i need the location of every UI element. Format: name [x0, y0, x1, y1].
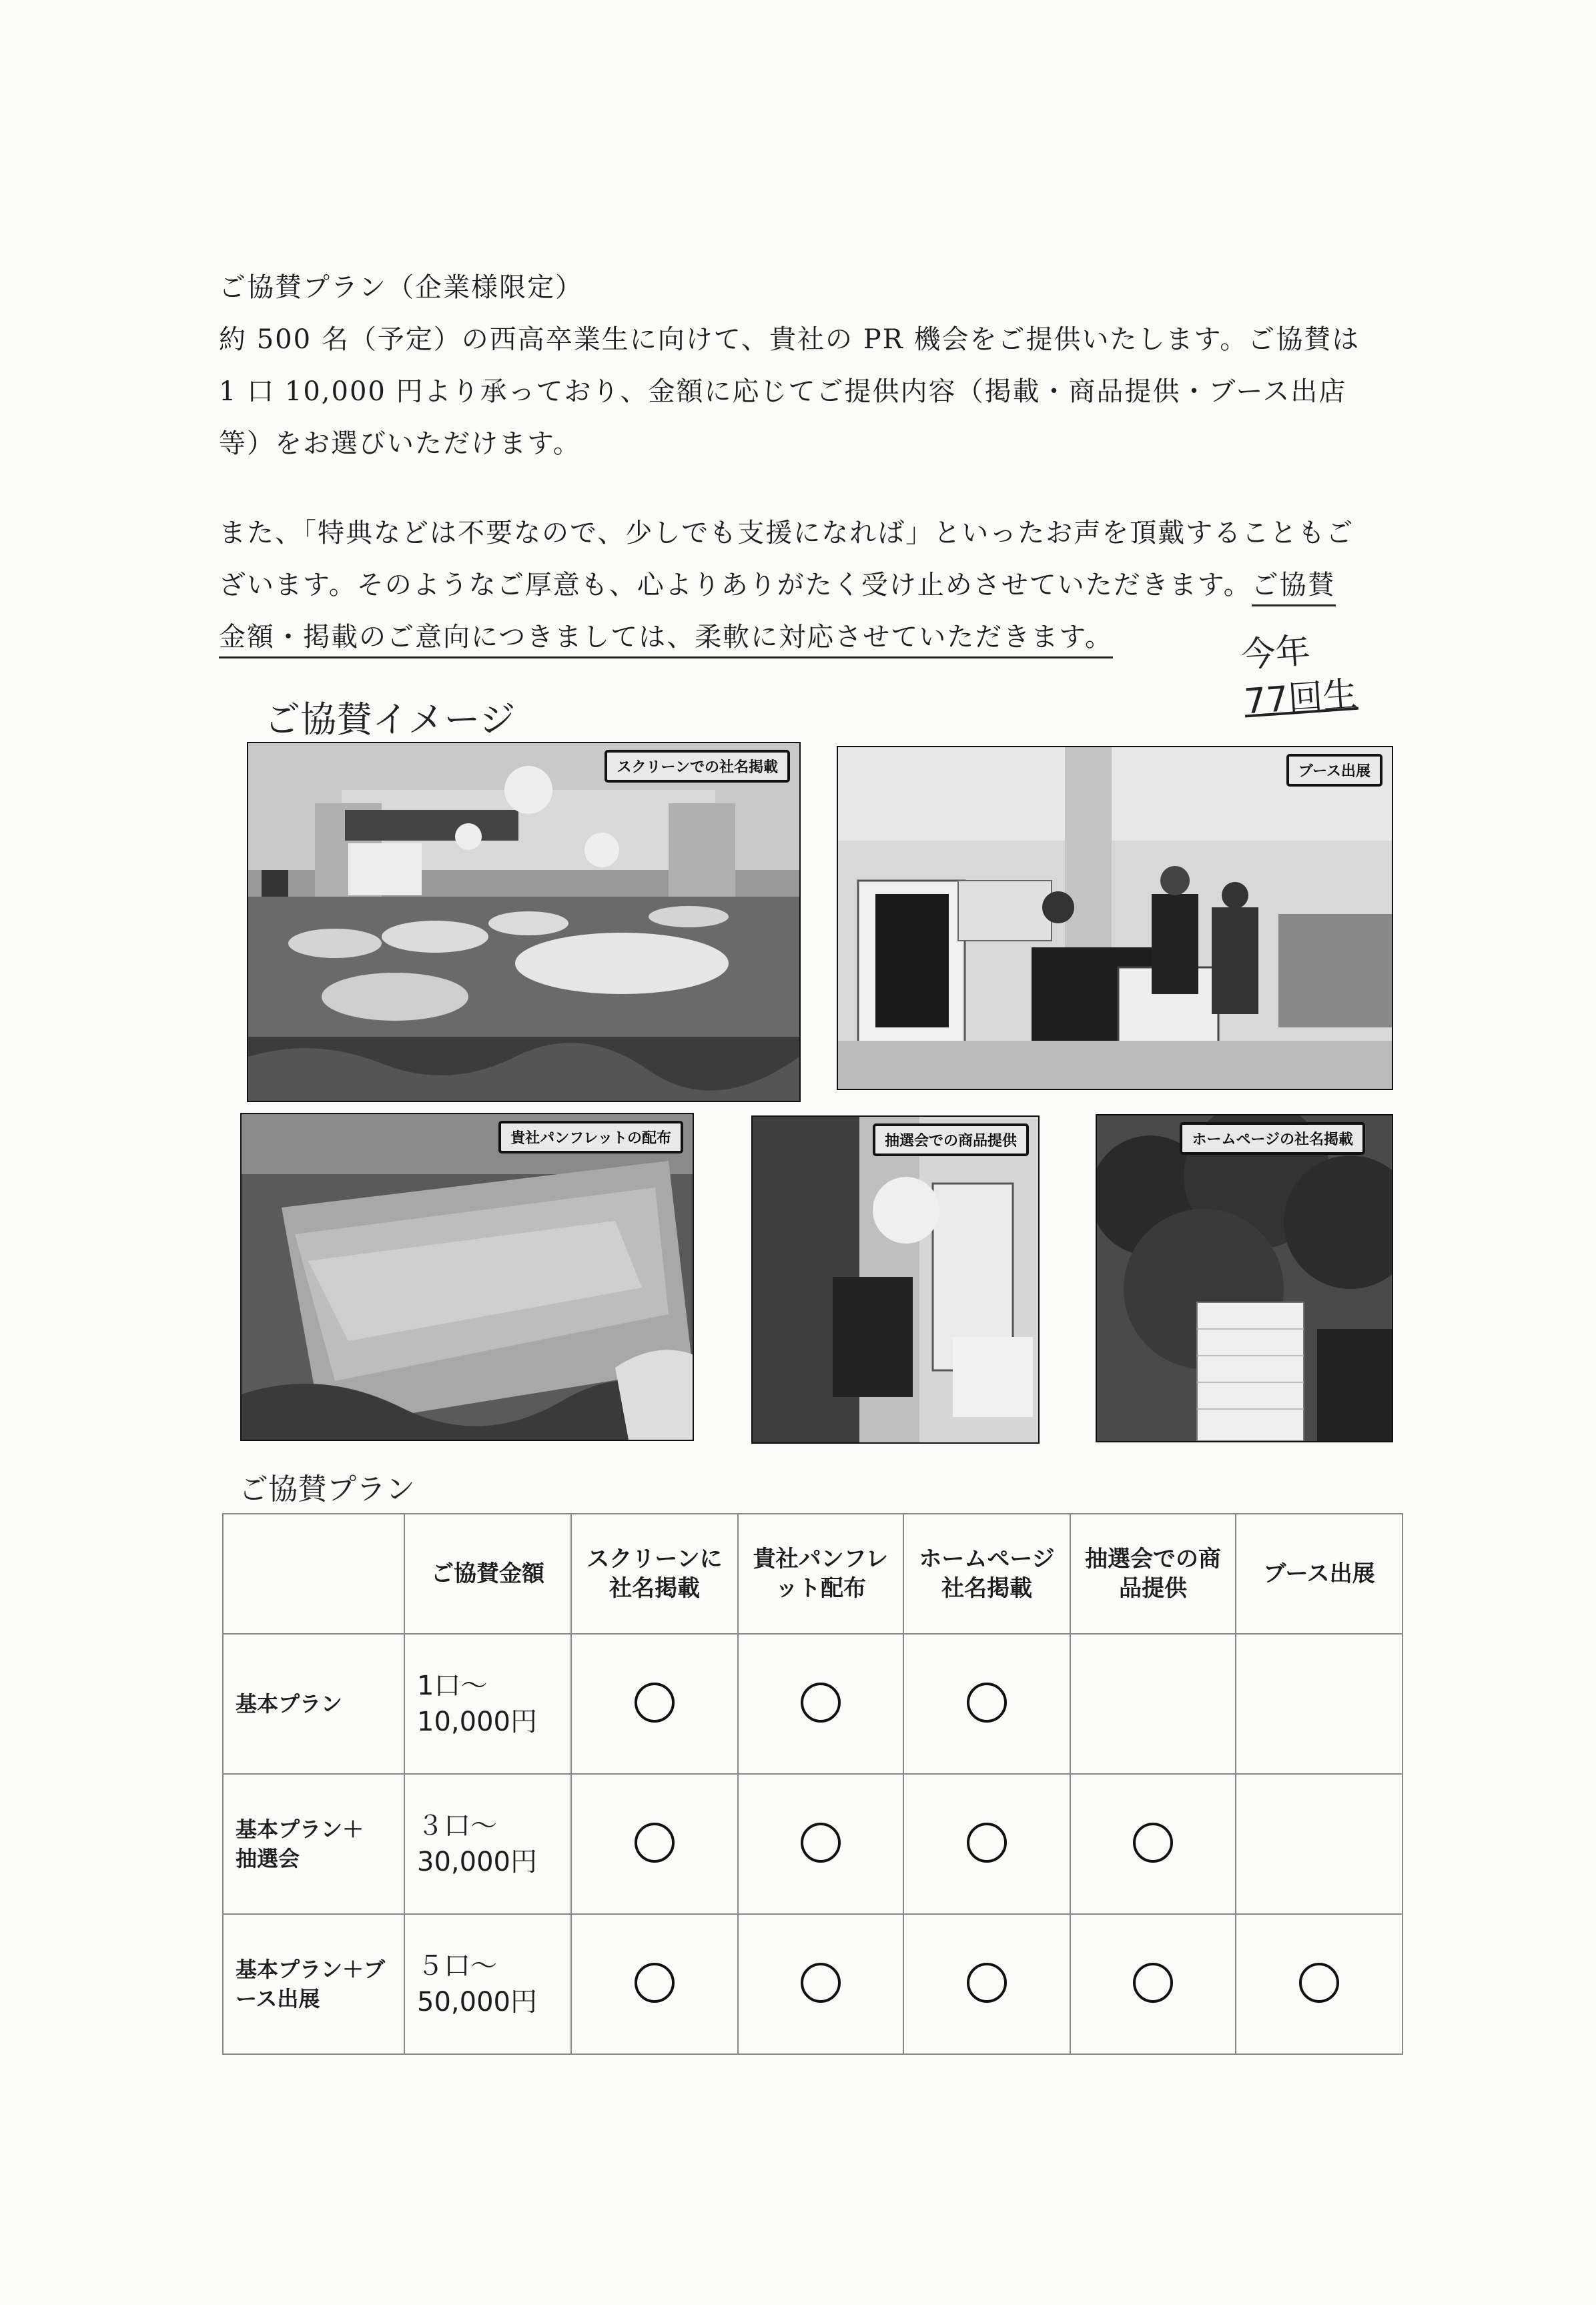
circle-mark-icon: [967, 1963, 1007, 2003]
header-screen: スクリーンに社名掲載: [571, 1514, 738, 1634]
photo-booth: [837, 746, 1393, 1090]
images-section-title: ご協賛イメージ: [264, 699, 516, 741]
mark-cell: [738, 1774, 903, 1914]
sponsorship-plan-table: [222, 1513, 1403, 2055]
circle-mark-icon: [801, 1683, 841, 1723]
row-name-line: 基本プラン＋ブース出展: [236, 1957, 386, 2011]
row-units: 1口～: [417, 1671, 488, 1701]
row-name-line: 基本プラン＋抽選会: [236, 1817, 364, 1871]
circle-mark-icon: [967, 1823, 1007, 1863]
banquet-hall-photo: [248, 743, 799, 1101]
photo-pamphlet: [240, 1113, 694, 1441]
mark-cell: [738, 1914, 903, 2054]
lottery-photo: [753, 1117, 1038, 1442]
mark-cell: [738, 1634, 903, 1774]
mark-cell: [1236, 1774, 1403, 1914]
header-homepage: ホームページ社名掲載: [903, 1514, 1070, 1634]
table-header-row: [223, 1514, 1403, 1634]
circle-mark-icon: [1133, 1823, 1173, 1863]
mark-cell: [1070, 1914, 1236, 2054]
circle-mark-icon: [1133, 1963, 1173, 2003]
intro-paragraph: [219, 262, 1407, 470]
header-empty: [223, 1514, 404, 1634]
caption-screen: スクリーンでの社名掲載: [605, 750, 790, 783]
mark-cell: [903, 1914, 1070, 2054]
note-line-2-underlined: ご協賛: [1252, 570, 1336, 606]
intro-line-2: 1 口 10,000 円より承っており、金額に応じてご提供内容（掲載・商品提供・ブース出店: [219, 376, 1347, 407]
homepage-photo: [1097, 1115, 1392, 1441]
note-line-2: ざいます。そのようなご厚意も、心よりありがたく受け止めさせていただきます。: [219, 570, 1252, 600]
handwritten-line-2: 77回生: [1242, 674, 1359, 723]
row-name: [223, 1774, 404, 1914]
row-units: ５口～: [417, 1951, 497, 1981]
mark-cell: [903, 1774, 1070, 1914]
photo-homepage: [1096, 1114, 1393, 1442]
handwritten-line-1: 今年: [1239, 630, 1312, 676]
circle-mark-icon: [635, 1823, 675, 1863]
row-units: ３口～: [417, 1811, 497, 1841]
mark-cell: [1236, 1914, 1403, 2054]
header-amount: ご協賛金額: [404, 1514, 571, 1634]
caption-pamphlet: 貴社パンフレットの配布: [498, 1121, 683, 1154]
handwritten-note: [1239, 622, 1392, 725]
circle-mark-icon: [801, 1823, 841, 1863]
mark-cell: [571, 1774, 738, 1914]
row-amount: [404, 1774, 571, 1914]
row-name: [223, 1914, 404, 2054]
caption-booth: ブース出展: [1286, 754, 1382, 787]
row-amount: [404, 1914, 571, 2054]
circle-mark-icon: [967, 1683, 1007, 1723]
header-lottery: 抽選会での商品提供: [1070, 1514, 1236, 1634]
mark-cell: [903, 1634, 1070, 1774]
row-price: 10,000円: [417, 1707, 537, 1737]
mark-cell: [1070, 1634, 1236, 1774]
header-booth: ブース出展: [1236, 1514, 1403, 1634]
row-name: 基本プラン: [223, 1634, 404, 1774]
note-paragraph: [219, 507, 1407, 663]
circle-mark-icon: [635, 1683, 675, 1723]
table-row: [223, 1914, 1403, 2054]
note-line-3-underlined: 金額・掲載のご意向につきましては、柔軟に対応させていただきます。: [219, 622, 1113, 658]
booth-photo: [838, 747, 1392, 1089]
note-line-1: また、「特典などは不要なので、少しでも支援になれば」といったお声を頂戴することもご: [219, 518, 1354, 548]
circle-mark-icon: [1299, 1963, 1339, 2003]
row-price: 50,000円: [417, 1987, 537, 2017]
caption-lottery: 抽選会での商品提供: [873, 1123, 1029, 1156]
row-price: 30,000円: [417, 1847, 537, 1877]
mark-cell: [1236, 1634, 1403, 1774]
photo-lottery: [751, 1115, 1040, 1444]
table-row: [223, 1634, 1403, 1774]
circle-mark-icon: [635, 1963, 675, 2003]
photo-screen-banner: [247, 742, 801, 1102]
circle-mark-icon: [801, 1963, 841, 2003]
pamphlet-bags-photo: [242, 1114, 693, 1440]
row-amount: [404, 1634, 571, 1774]
plan-section-title: ご協賛プラン: [239, 1472, 415, 1506]
table-row: [223, 1774, 1403, 1914]
mark-cell: [571, 1634, 738, 1774]
mark-cell: [571, 1914, 738, 2054]
mark-cell: [1070, 1774, 1236, 1914]
intro-heading: ご協賛プラン（企業様限定）: [219, 272, 583, 303]
caption-homepage: ホームページの社名掲載: [1180, 1122, 1365, 1155]
intro-line-1: 約 500 名（予定）の西高卒業生に向けて、貴社の PR 機会をご提供いたします。ご協賛は: [219, 324, 1360, 355]
header-pamphlet: 貴社パンフレット配布: [738, 1514, 903, 1634]
intro-line-3: 等）をお選びいただけます。: [219, 428, 581, 459]
